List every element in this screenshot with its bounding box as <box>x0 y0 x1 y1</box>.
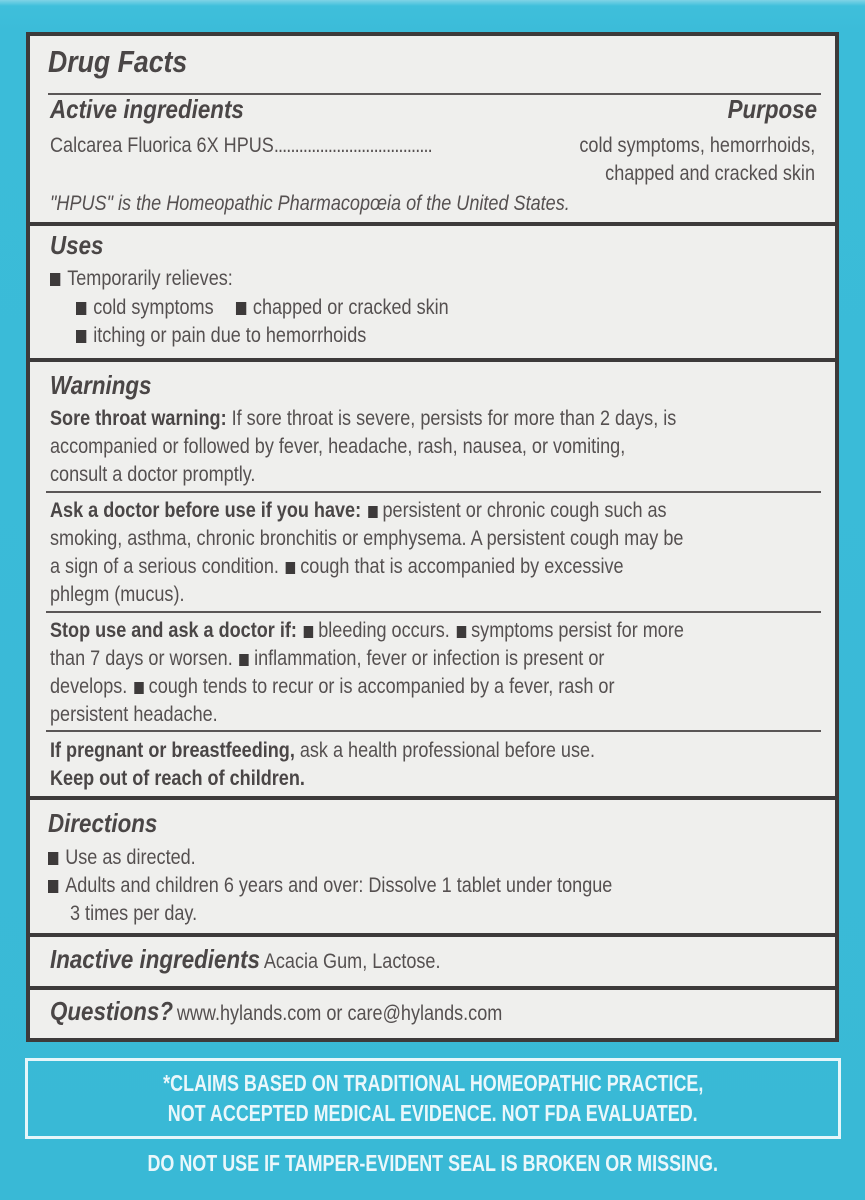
sore-throat-line-3 <box>50 461 289 490</box>
sore-throat-text: consult a doctor promptly. <box>50 463 256 486</box>
tamper-seal-warning-text: DO NOT USE IF TAMPER-EVIDENT SEAL IS BROKEN OR MISSING. <box>147 1150 718 1176</box>
bullet-icon <box>76 330 86 343</box>
claims-line-2-text: NOT ACCEPTED MEDICAL EVIDENCE. NOT FDA EVALUATED. <box>168 1100 698 1126</box>
directions-heading <box>48 808 175 839</box>
ask-doctor-line-2 <box>50 525 787 554</box>
bullet-icon <box>236 302 246 315</box>
uses-item: chapped or cracked skin <box>252 296 449 319</box>
bullet-icon <box>48 880 58 893</box>
contact-link[interactable]: www.hylands.com or care@hylands.com <box>176 1002 503 1025</box>
warnings-heading-text: Warnings <box>50 370 152 400</box>
section-divider <box>30 358 835 362</box>
active-ingredients-heading-text: Active ingredients <box>50 94 244 124</box>
hpus-footnote-text: "HPUS" is the Homeopathic Pharmacopœia of the United States. <box>50 192 570 215</box>
ask-doctor-line-4 <box>50 581 206 610</box>
bullet-icon <box>368 506 377 518</box>
inactive-ingredients <box>50 944 504 977</box>
stop-use-line-2 <box>50 645 695 674</box>
uses-item-row-1 <box>76 294 509 323</box>
stop-use-text: than 7 days or worsen. <box>50 647 233 670</box>
stop-use-text: cough tends to recur or is accompanied by a fever, rash or <box>148 675 615 698</box>
bullet-icon <box>457 626 466 638</box>
warnings-divider <box>46 730 821 732</box>
stop-use-line-4 <box>50 701 245 730</box>
keep-out-text: Keep out of reach of children. <box>50 767 305 790</box>
inactive-ingredients-text: Acacia Gum, Lactose. <box>263 950 441 973</box>
section-divider <box>30 986 835 990</box>
uses-intro <box>50 265 263 294</box>
uses-item: itching or pain due to hemorrhoids <box>93 324 367 347</box>
claims-line-1 <box>28 1068 838 1098</box>
directions-heading-text: Directions <box>48 808 158 838</box>
directions-item-1 <box>48 844 220 873</box>
active-ingredient-row <box>50 132 494 161</box>
bullet-icon <box>134 682 143 694</box>
questions <box>50 996 576 1029</box>
pregnant-text: ask a health professional before use. <box>294 739 596 762</box>
section-divider <box>30 796 835 800</box>
bullet-icon <box>50 273 60 286</box>
tamper-seal-warning <box>0 1150 865 1177</box>
sore-throat-label: Sore throat warning: <box>50 407 227 430</box>
stop-use-line-1 <box>50 617 787 646</box>
stop-use-text: inflammation, fever or infection is present or <box>254 647 605 670</box>
ask-doctor-text: cough that is accompanied by excessive <box>300 555 624 578</box>
directions-item-2-cont <box>70 900 218 929</box>
purpose-heading <box>713 94 817 125</box>
drug-facts-title-text: Drug Facts <box>48 44 188 79</box>
ask-doctor-text: phlegm (mucus). <box>50 583 185 606</box>
purpose-line-2 <box>571 160 815 189</box>
ask-doctor-text: smoking, asthma, chronic bronchitis or emphysema. A persistent cough may be <box>50 527 684 550</box>
bullet-icon <box>76 302 86 315</box>
drug-facts-title <box>48 44 210 80</box>
sore-throat-text: accompanied or followed by fever, headache, rash, nausea, or vomiting, <box>50 435 626 458</box>
keep-out-warning <box>50 765 346 794</box>
warnings-divider <box>46 491 821 493</box>
drug-facts-panel <box>26 32 839 1042</box>
bullet-icon <box>239 654 248 666</box>
pregnant-warning <box>50 737 684 766</box>
ask-doctor-label: Ask a doctor before use if you have: <box>50 499 362 522</box>
active-ingredients-heading <box>50 94 275 125</box>
bullet-icon <box>286 562 295 574</box>
leader-dots: ...................................... <box>273 134 432 157</box>
claims-disclaimer-box <box>25 1058 841 1139</box>
ask-doctor-text: a sign of a serious condition. <box>50 555 279 578</box>
stop-use-text: develops. <box>50 675 128 698</box>
warnings-heading <box>50 370 168 401</box>
section-divider <box>30 222 835 226</box>
stop-use-line-3 <box>50 673 706 702</box>
stop-use-text: symptoms persist for more <box>471 619 684 642</box>
sore-throat-line-1 <box>50 405 778 434</box>
purpose-heading-text: Purpose <box>727 94 817 124</box>
questions-heading: Questions? <box>50 996 173 1026</box>
uses-heading <box>50 230 112 261</box>
ask-doctor-line-1 <box>50 497 767 526</box>
stop-use-text: persistent headache. <box>50 703 218 726</box>
hpus-footnote <box>50 190 654 219</box>
sore-throat-line-2 <box>50 433 719 462</box>
directions-text: Adults and children 6 years and over: Dissolve 1 tablet under tongue <box>65 874 613 897</box>
section-divider <box>30 933 835 937</box>
uses-heading-text: Uses <box>50 230 104 260</box>
directions-text: 3 times per day. <box>70 902 198 925</box>
stop-use-label: Stop use and ask a doctor if: <box>50 619 297 642</box>
ask-doctor-text: persistent or chronic cough such as <box>382 499 667 522</box>
uses-item-row-2 <box>76 322 414 351</box>
stop-use-text: bleeding occurs. <box>318 619 450 642</box>
uses-item: cold symptoms <box>93 296 214 319</box>
purpose-line-1 <box>541 132 815 161</box>
purpose-line-2-text: chapped and cracked skin <box>605 162 815 185</box>
uses-intro-text: Temporarily relieves: <box>67 267 233 290</box>
bullet-icon <box>48 852 58 865</box>
warnings-divider <box>46 611 821 613</box>
bullet-icon <box>304 626 313 638</box>
sore-throat-text: If sore throat is severe, persists for more than 2 days, is <box>226 407 677 430</box>
directions-item-2 <box>48 872 704 901</box>
purpose-line-1-text: cold symptoms, hemorrhoids, <box>579 134 815 157</box>
claims-line-1-text: *CLAIMS BASED ON TRADITIONAL HOMEOPATHIC PRACTICE, <box>162 1070 704 1096</box>
inactive-ingredients-heading: Inactive ingredients <box>50 944 261 974</box>
directions-text: Use as directed. <box>65 846 196 869</box>
pregnant-label: If pregnant or breastfeeding, <box>50 739 295 762</box>
claims-line-2 <box>28 1098 838 1128</box>
ask-doctor-line-3 <box>50 553 717 582</box>
ingredient-name: Calcarea Fluorica 6X HPUS <box>50 134 274 157</box>
